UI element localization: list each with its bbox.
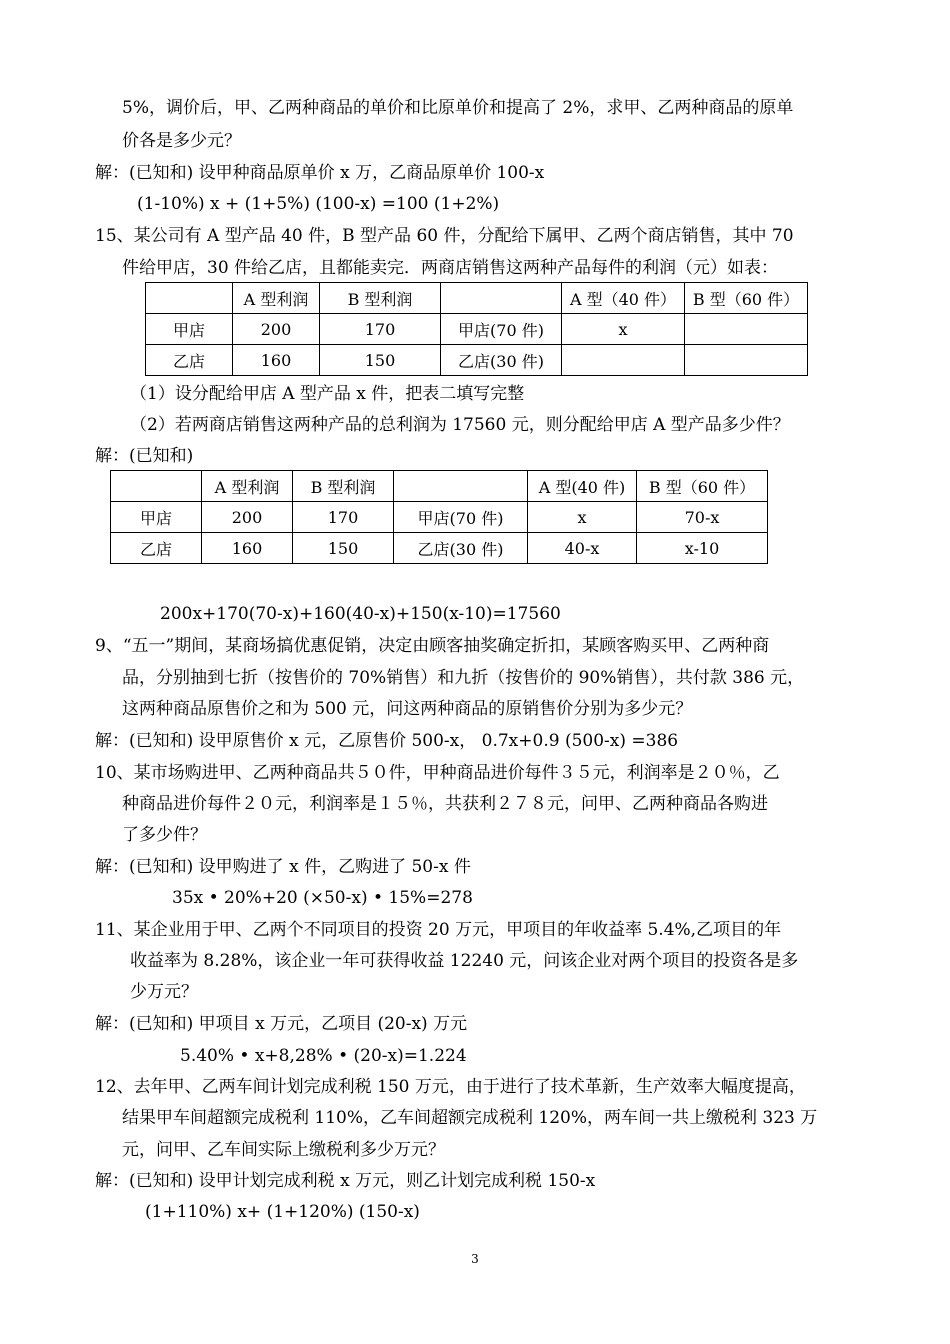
table-cell: [111, 471, 202, 502]
table-cell: 乙店(30 件): [394, 533, 528, 564]
table-cell: 200: [233, 314, 320, 345]
table-cell: x-10: [637, 533, 768, 564]
table-cell: 170: [293, 502, 394, 533]
table-cell: A 型利润: [233, 283, 320, 314]
question-15: 15、某公司有 A 型产品 40 件，B 型产品 60 件，分配给下属甲、乙两个商店销售，其中 70: [95, 226, 794, 246]
profit-table-1: [145, 282, 808, 376]
table-cell: 乙店: [111, 533, 202, 564]
text-line: 解：(已知和) 设甲原售价 x 元，乙原售价 500-x， 0.7x+0.9 (500-x) =386: [95, 731, 679, 751]
table-cell: 甲店: [111, 502, 202, 533]
text-line: 件给甲店，30 件给乙店，且都能卖完．两商店销售这两种产品每件的利润（元）如表：: [122, 258, 779, 278]
table-cell: 甲店(70 件): [394, 502, 528, 533]
table-cell: 150: [320, 345, 441, 376]
formula-line: (1-10%) x + (1+5%) (100-x) =100 (1+2%): [137, 194, 500, 214]
table-cell: [562, 345, 685, 376]
text-line: 价各是多少元？: [122, 131, 241, 151]
table-cell: [685, 314, 808, 345]
table-cell: [146, 283, 233, 314]
text-line: 品，分别抽到七折（按售价的 70%销售）和九折（按售价的 90%销售），共付款 386 元，: [122, 668, 805, 688]
formula-line: 5.40% • x+8,28% • (20-x)=1.224: [180, 1046, 467, 1066]
table-cell: 170: [320, 314, 441, 345]
formula-line: 35x • 20%+20 (×50-x) • 15%=278: [172, 888, 473, 908]
text-line: 解：(已知和) 甲项目 x 万元，乙项目 (20-x) 万元: [95, 1014, 468, 1034]
table-cell: B 型利润: [320, 283, 441, 314]
text-line: （2）若两商店销售这两种产品的总利润为 17560 元，则分配给甲店 A 型产品多少件？: [130, 415, 790, 435]
table-cell: 甲店: [146, 314, 233, 345]
question-12: 12、去年甲、乙两车间计划完成利税 150 万元，由于进行了技术革新，生产效率大幅度提高，: [95, 1077, 806, 1097]
table-cell: x: [562, 314, 685, 345]
text-line: 解：(已知和): [95, 446, 194, 466]
question-9: 9、“五一”期间，某商场搞优惠促销，决定由顾客抽奖确定折扣，某顾客购买甲、乙两种商: [95, 636, 770, 656]
table-cell: A 型利润: [202, 471, 293, 502]
table-cell: 160: [233, 345, 320, 376]
question-10: 10、某市场购进甲、乙两种商品共５０件，甲种商品进价每件３５元，利润率是２０％，乙: [95, 763, 780, 783]
table-cell: [685, 345, 808, 376]
table-cell: B 型（60 件）: [685, 283, 808, 314]
table-cell: A 型(40 件): [528, 471, 637, 502]
text-line: 解：(已知和) 设甲计划完成利税 x 万元，则乙计划完成利税 150-x: [95, 1171, 596, 1191]
table-cell: [394, 471, 528, 502]
table-cell: 200: [202, 502, 293, 533]
text-line: 种商品进价每件２０元，利润率是１５％，共获利２７８元，问甲、乙两种商品各购进: [122, 794, 768, 814]
table-cell: 乙店(30 件): [441, 345, 562, 376]
text-line: 这两种商品原售价之和为 500 元，问这两种商品的原销售价分别为多少元？: [122, 699, 693, 719]
question-11: 11、某企业用于甲、乙两个不同项目的投资 20 万元，甲项目的年收益率 5.4%,乙项目的年: [95, 920, 782, 940]
profit-table-2: [110, 470, 768, 564]
text-line: 5%，调价后，甲、乙两种商品的单价和比原单价和提高了 2%，求甲、乙两种商品的原单: [122, 98, 794, 118]
text-line: 了多少件？: [122, 825, 207, 845]
formula-line: (1+110%) x+ (1+120%) (150-x): [145, 1202, 420, 1222]
table-cell: B 型（60 件）: [637, 471, 768, 502]
table-cell: 40-x: [528, 533, 637, 564]
page-number: 3: [471, 1252, 479, 1266]
table-cell: 150: [293, 533, 394, 564]
formula-line: 200x+170(70-x)+160(40-x)+150(x-10)=17560: [160, 604, 561, 624]
text-line: 结果甲车间超额完成税利 110%，乙车间超额完成税利 120%，两车间一共上缴税利 323 万: [122, 1108, 818, 1128]
table-cell: [441, 283, 562, 314]
table-cell: A 型（40 件）: [562, 283, 685, 314]
text-line: 收益率为 8.28%，该企业一年可获得收益 12240 元，问该企业对两个项目的投资各是多: [130, 951, 799, 971]
table-cell: x: [528, 502, 637, 533]
text-line: （1）设分配给甲店 A 型产品 x 件，把表二填写完整: [130, 384, 525, 404]
table-cell: B 型利润: [293, 471, 394, 502]
table-cell: 160: [202, 533, 293, 564]
table-cell: 甲店(70 件): [441, 314, 562, 345]
text-line: 少万元？: [130, 982, 198, 1002]
text-line: 元，问甲、乙车间实际上缴税利多少万元？: [122, 1140, 445, 1160]
text-line: 解：(已知和) 设甲种商品原单价 x 万，乙商品原单价 100-x: [95, 163, 545, 183]
table-cell: 乙店: [146, 345, 233, 376]
table-cell: 70-x: [637, 502, 768, 533]
text-line: 解：(已知和) 设甲购进了 x 件，乙购进了 50-x 件: [95, 857, 471, 877]
